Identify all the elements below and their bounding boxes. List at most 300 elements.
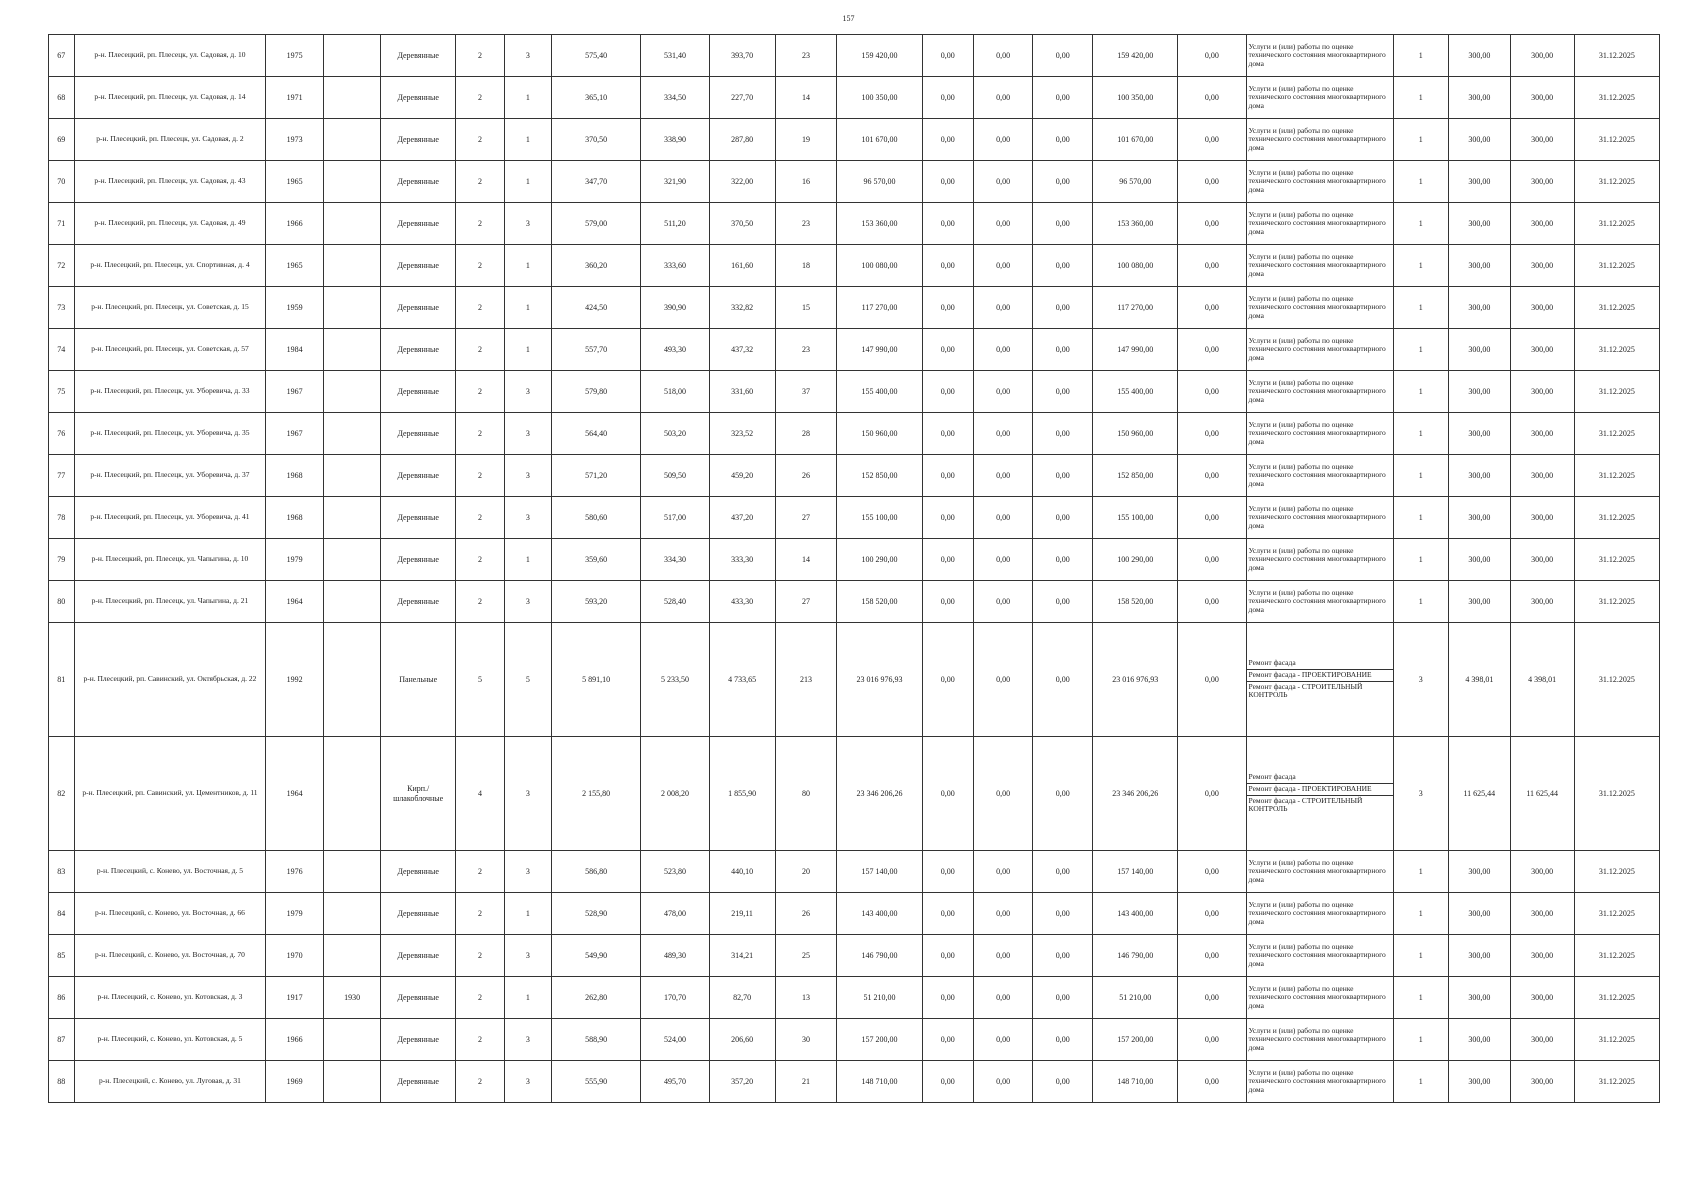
fund-local: 0,00 xyxy=(1033,539,1093,581)
area-private: 393,70 xyxy=(709,35,775,77)
address: р-н. Плесецкий, рп. Плесецк, ул. Уборевича, д. 37 xyxy=(74,455,266,497)
fund-owners: 152 850,00 xyxy=(1093,455,1178,497)
max-unit-cost: 300,00 xyxy=(1510,455,1574,497)
area-residential: 489,30 xyxy=(641,935,709,977)
units-count: 1 xyxy=(1393,935,1448,977)
fund-owners: 153 360,00 xyxy=(1093,203,1178,245)
unit-cost: 300,00 xyxy=(1448,329,1510,371)
work-item: Услуги и (или) работы по оценке технического состояния многоквартирного дома xyxy=(1248,125,1386,152)
entrances-count: 3 xyxy=(504,497,551,539)
fund-federal: 0,00 xyxy=(922,893,973,935)
works-cell xyxy=(1246,455,1393,497)
year-commissioned xyxy=(323,737,381,851)
area-private: 331,60 xyxy=(709,371,775,413)
total-cost: 117 270,00 xyxy=(837,287,922,329)
entrances-count: 3 xyxy=(504,413,551,455)
fund-regional: 0,00 xyxy=(973,1061,1033,1103)
fund-local: 0,00 xyxy=(1033,245,1093,287)
row-number: 73 xyxy=(49,287,75,329)
works-cell xyxy=(1246,539,1393,581)
work-item: Услуги и (или) работы по оценке технического состояния многоквартирного дома xyxy=(1248,1067,1386,1094)
year-built: 1964 xyxy=(266,737,324,851)
total-cost: 96 570,00 xyxy=(837,161,922,203)
fund-local: 0,00 xyxy=(1033,119,1093,161)
address: р-н. Плесецкий, рп. Плесецк, ул. Уборевича, д. 41 xyxy=(74,497,266,539)
deadline: 31.12.2025 xyxy=(1574,851,1659,893)
fund-federal: 0,00 xyxy=(922,77,973,119)
residents-count: 23 xyxy=(775,203,837,245)
wall-material: Деревянные xyxy=(381,35,456,77)
max-unit-cost: 11 625,44 xyxy=(1510,737,1574,851)
year-commissioned xyxy=(323,371,381,413)
max-unit-cost: 300,00 xyxy=(1510,539,1574,581)
table-row xyxy=(49,977,1660,1019)
fund-federal: 0,00 xyxy=(922,329,973,371)
floors-count: 5 xyxy=(455,623,504,737)
table-row xyxy=(49,77,1660,119)
year-commissioned xyxy=(323,851,381,893)
residents-count: 16 xyxy=(775,161,837,203)
floors-count: 2 xyxy=(455,1061,504,1103)
area-residential: 518,00 xyxy=(641,371,709,413)
works-cell xyxy=(1246,329,1393,371)
work-item: Услуги и (или) работы по оценке технического состояния многоквартирного дома xyxy=(1248,857,1386,884)
fund-federal: 0,00 xyxy=(922,161,973,203)
table-row xyxy=(49,935,1660,977)
row-number: 72 xyxy=(49,245,75,287)
area-residential: 531,40 xyxy=(641,35,709,77)
floors-count: 2 xyxy=(455,77,504,119)
residents-count: 213 xyxy=(775,623,837,737)
wall-material: Панельные xyxy=(381,623,456,737)
total-cost: 155 100,00 xyxy=(837,497,922,539)
row-number: 88 xyxy=(49,1061,75,1103)
max-unit-cost: 300,00 xyxy=(1510,581,1574,623)
units-count: 1 xyxy=(1393,35,1448,77)
work-item: Услуги и (или) работы по оценке технического состояния многоквартирного дома xyxy=(1248,503,1386,530)
wall-material: Деревянные xyxy=(381,245,456,287)
fund-federal: 0,00 xyxy=(922,539,973,581)
floors-count: 2 xyxy=(455,581,504,623)
area-total: 579,00 xyxy=(551,203,641,245)
works-cell xyxy=(1246,77,1393,119)
table-row xyxy=(49,371,1660,413)
year-commissioned xyxy=(323,935,381,977)
area-private: 459,20 xyxy=(709,455,775,497)
fund-other: 0,00 xyxy=(1178,581,1246,623)
max-unit-cost: 300,00 xyxy=(1510,329,1574,371)
total-cost: 100 290,00 xyxy=(837,539,922,581)
year-built: 1965 xyxy=(266,161,324,203)
area-residential: 334,30 xyxy=(641,539,709,581)
area-private: 370,50 xyxy=(709,203,775,245)
fund-owners: 159 420,00 xyxy=(1093,35,1178,77)
residents-count: 14 xyxy=(775,539,837,581)
residents-count: 28 xyxy=(775,413,837,455)
fund-other: 0,00 xyxy=(1178,413,1246,455)
max-unit-cost: 300,00 xyxy=(1510,245,1574,287)
area-total: 370,50 xyxy=(551,119,641,161)
year-built: 1970 xyxy=(266,935,324,977)
fund-regional: 0,00 xyxy=(973,455,1033,497)
area-private: 357,20 xyxy=(709,1061,775,1103)
fund-other: 0,00 xyxy=(1178,161,1246,203)
works-cell xyxy=(1246,161,1393,203)
year-built: 1966 xyxy=(266,203,324,245)
works-cell xyxy=(1246,581,1393,623)
works-cell xyxy=(1246,203,1393,245)
table-row xyxy=(49,893,1660,935)
work-item: Ремонт фасада - ПРОЕКТИРОВАНИЕ xyxy=(1247,783,1393,795)
fund-owners: 23 346 206,26 xyxy=(1093,737,1178,851)
deadline: 31.12.2025 xyxy=(1574,245,1659,287)
area-total: 586,80 xyxy=(551,851,641,893)
area-private: 323,52 xyxy=(709,413,775,455)
fund-regional: 0,00 xyxy=(973,851,1033,893)
address: р-н. Плесецкий, рп. Плесецк, ул. Уборевича, д. 33 xyxy=(74,371,266,413)
table-row xyxy=(49,329,1660,371)
year-commissioned xyxy=(323,203,381,245)
row-number: 68 xyxy=(49,77,75,119)
year-built: 1979 xyxy=(266,539,324,581)
year-commissioned xyxy=(323,287,381,329)
unit-cost: 300,00 xyxy=(1448,245,1510,287)
work-item: Услуги и (или) работы по оценке технического состояния многоквартирного дома xyxy=(1248,587,1386,614)
fund-owners: 146 790,00 xyxy=(1093,935,1178,977)
fund-owners: 157 140,00 xyxy=(1093,851,1178,893)
fund-other: 0,00 xyxy=(1178,935,1246,977)
unit-cost: 300,00 xyxy=(1448,203,1510,245)
work-item: Ремонт фасада - СТРОИТЕЛЬНЫЙ КОНТРОЛЬ xyxy=(1247,681,1393,701)
unit-cost: 4 398,01 xyxy=(1448,623,1510,737)
area-private: 332,82 xyxy=(709,287,775,329)
work-item: Услуги и (или) работы по оценке технического состояния многоквартирного дома xyxy=(1248,1025,1386,1052)
units-count: 1 xyxy=(1393,287,1448,329)
year-built: 1917 xyxy=(266,977,324,1019)
fund-federal: 0,00 xyxy=(922,203,973,245)
max-unit-cost: 300,00 xyxy=(1510,161,1574,203)
row-number: 79 xyxy=(49,539,75,581)
year-built: 1969 xyxy=(266,1061,324,1103)
fund-owners: 147 990,00 xyxy=(1093,329,1178,371)
row-number: 67 xyxy=(49,35,75,77)
fund-other: 0,00 xyxy=(1178,329,1246,371)
fund-owners: 100 290,00 xyxy=(1093,539,1178,581)
area-total: 2 155,80 xyxy=(551,737,641,851)
fund-other: 0,00 xyxy=(1178,287,1246,329)
works-cell xyxy=(1246,893,1393,935)
fund-owners: 101 670,00 xyxy=(1093,119,1178,161)
max-unit-cost: 300,00 xyxy=(1510,497,1574,539)
entrances-count: 3 xyxy=(504,1019,551,1061)
area-private: 219,11 xyxy=(709,893,775,935)
deadline: 31.12.2025 xyxy=(1574,35,1659,77)
year-commissioned xyxy=(323,497,381,539)
unit-cost: 300,00 xyxy=(1448,539,1510,581)
fund-federal: 0,00 xyxy=(922,497,973,539)
fund-other: 0,00 xyxy=(1178,1019,1246,1061)
area-private: 82,70 xyxy=(709,977,775,1019)
fund-local: 0,00 xyxy=(1033,1061,1093,1103)
address: р-н. Плесецкий, с. Конево, ул. Восточная, д. 66 xyxy=(74,893,266,935)
works-cell xyxy=(1246,413,1393,455)
area-total: 593,20 xyxy=(551,581,641,623)
floors-count: 2 xyxy=(455,161,504,203)
fund-federal: 0,00 xyxy=(922,623,973,737)
fund-local: 0,00 xyxy=(1033,329,1093,371)
work-item: Услуги и (или) работы по оценке технического состояния многоквартирного дома xyxy=(1248,293,1386,320)
residents-count: 27 xyxy=(775,497,837,539)
residents-count: 21 xyxy=(775,1061,837,1103)
unit-cost: 300,00 xyxy=(1448,581,1510,623)
works-cell xyxy=(1246,1061,1393,1103)
fund-local: 0,00 xyxy=(1033,893,1093,935)
max-unit-cost: 300,00 xyxy=(1510,371,1574,413)
fund-other: 0,00 xyxy=(1178,119,1246,161)
entrances-count: 1 xyxy=(504,977,551,1019)
fund-regional: 0,00 xyxy=(973,119,1033,161)
deadline: 31.12.2025 xyxy=(1574,539,1659,581)
entrances-count: 3 xyxy=(504,581,551,623)
fund-other: 0,00 xyxy=(1178,245,1246,287)
fund-federal: 0,00 xyxy=(922,119,973,161)
area-total: 579,80 xyxy=(551,371,641,413)
total-cost: 159 420,00 xyxy=(837,35,922,77)
total-cost: 143 400,00 xyxy=(837,893,922,935)
year-built: 1984 xyxy=(266,329,324,371)
floors-count: 2 xyxy=(455,35,504,77)
row-number: 78 xyxy=(49,497,75,539)
fund-local: 0,00 xyxy=(1033,161,1093,203)
year-built: 1979 xyxy=(266,893,324,935)
address: р-н. Плесецкий, рп. Плесецк, ул. Садовая, д. 43 xyxy=(74,161,266,203)
address: р-н. Плесецкий, рп. Савинский, ул. Цементников, д. 11 xyxy=(74,737,266,851)
table-row xyxy=(49,851,1660,893)
fund-owners: 51 210,00 xyxy=(1093,977,1178,1019)
fund-regional: 0,00 xyxy=(973,623,1033,737)
year-commissioned xyxy=(323,413,381,455)
total-cost: 147 990,00 xyxy=(837,329,922,371)
max-unit-cost: 300,00 xyxy=(1510,35,1574,77)
residents-count: 25 xyxy=(775,935,837,977)
deadline: 31.12.2025 xyxy=(1574,287,1659,329)
units-count: 1 xyxy=(1393,203,1448,245)
entrances-count: 3 xyxy=(504,203,551,245)
residents-count: 15 xyxy=(775,287,837,329)
fund-regional: 0,00 xyxy=(973,161,1033,203)
works-cell xyxy=(1246,935,1393,977)
floors-count: 2 xyxy=(455,1019,504,1061)
area-residential: 478,00 xyxy=(641,893,709,935)
floors-count: 2 xyxy=(455,413,504,455)
work-item: Услуги и (или) работы по оценке технического состояния многоквартирного дома xyxy=(1248,899,1386,926)
residents-count: 20 xyxy=(775,851,837,893)
fund-regional: 0,00 xyxy=(973,893,1033,935)
floors-count: 2 xyxy=(455,935,504,977)
area-total: 564,40 xyxy=(551,413,641,455)
area-total: 588,90 xyxy=(551,1019,641,1061)
row-number: 74 xyxy=(49,329,75,371)
fund-federal: 0,00 xyxy=(922,371,973,413)
unit-cost: 300,00 xyxy=(1448,77,1510,119)
row-number: 83 xyxy=(49,851,75,893)
unit-cost: 300,00 xyxy=(1448,161,1510,203)
fund-regional: 0,00 xyxy=(973,581,1033,623)
row-number: 82 xyxy=(49,737,75,851)
works-cell xyxy=(1246,851,1393,893)
max-unit-cost: 300,00 xyxy=(1510,935,1574,977)
area-residential: 493,30 xyxy=(641,329,709,371)
fund-other: 0,00 xyxy=(1178,455,1246,497)
unit-cost: 300,00 xyxy=(1448,1061,1510,1103)
floors-count: 2 xyxy=(455,119,504,161)
entrances-count: 3 xyxy=(504,371,551,413)
fund-other: 0,00 xyxy=(1178,35,1246,77)
wall-material: Деревянные xyxy=(381,581,456,623)
address: р-н. Плесецкий, с. Конево, ул. Котовская, д. 3 xyxy=(74,977,266,1019)
work-item: Услуги и (или) работы по оценке технического состояния многоквартирного дома xyxy=(1248,209,1386,236)
year-commissioned xyxy=(323,245,381,287)
residents-count: 19 xyxy=(775,119,837,161)
year-commissioned xyxy=(323,329,381,371)
total-cost: 152 850,00 xyxy=(837,455,922,497)
year-commissioned xyxy=(323,77,381,119)
works-cell xyxy=(1246,287,1393,329)
floors-count: 2 xyxy=(455,245,504,287)
entrances-count: 1 xyxy=(504,119,551,161)
residents-count: 23 xyxy=(775,35,837,77)
fund-other: 0,00 xyxy=(1178,977,1246,1019)
year-commissioned xyxy=(323,119,381,161)
entrances-count: 1 xyxy=(504,245,551,287)
area-total: 262,80 xyxy=(551,977,641,1019)
year-built: 1971 xyxy=(266,77,324,119)
row-number: 84 xyxy=(49,893,75,935)
entrances-count: 1 xyxy=(504,539,551,581)
area-total: 571,20 xyxy=(551,455,641,497)
area-total: 555,90 xyxy=(551,1061,641,1103)
year-built: 1975 xyxy=(266,35,324,77)
wall-material: Деревянные xyxy=(381,893,456,935)
wall-material: Деревянные xyxy=(381,497,456,539)
fund-local: 0,00 xyxy=(1033,371,1093,413)
fund-federal: 0,00 xyxy=(922,977,973,1019)
area-residential: 517,00 xyxy=(641,497,709,539)
fund-other: 0,00 xyxy=(1178,623,1246,737)
units-count: 1 xyxy=(1393,539,1448,581)
units-count: 1 xyxy=(1393,245,1448,287)
area-total: 365,10 xyxy=(551,77,641,119)
table-row xyxy=(49,287,1660,329)
fund-other: 0,00 xyxy=(1178,77,1246,119)
work-item: Услуги и (или) работы по оценке технического состояния многоквартирного дома xyxy=(1248,377,1386,404)
year-built: 1973 xyxy=(266,119,324,161)
floors-count: 2 xyxy=(455,287,504,329)
fund-owners: 100 350,00 xyxy=(1093,77,1178,119)
fund-local: 0,00 xyxy=(1033,203,1093,245)
work-item: Ремонт фасада - ПРОЕКТИРОВАНИЕ xyxy=(1247,669,1393,681)
units-count: 1 xyxy=(1393,893,1448,935)
works-cell xyxy=(1246,497,1393,539)
unit-cost: 300,00 xyxy=(1448,851,1510,893)
work-item: Услуги и (или) работы по оценке технического состояния многоквартирного дома xyxy=(1248,41,1386,68)
fund-regional: 0,00 xyxy=(973,371,1033,413)
area-private: 1 855,90 xyxy=(709,737,775,851)
area-residential: 495,70 xyxy=(641,1061,709,1103)
units-count: 1 xyxy=(1393,413,1448,455)
area-residential: 503,20 xyxy=(641,413,709,455)
units-count: 3 xyxy=(1393,737,1448,851)
unit-cost: 300,00 xyxy=(1448,977,1510,1019)
units-count: 1 xyxy=(1393,119,1448,161)
year-built: 1967 xyxy=(266,413,324,455)
register-table xyxy=(48,34,1660,1103)
fund-owners: 157 200,00 xyxy=(1093,1019,1178,1061)
area-private: 227,70 xyxy=(709,77,775,119)
entrances-count: 1 xyxy=(504,77,551,119)
floors-count: 2 xyxy=(455,977,504,1019)
row-number: 86 xyxy=(49,977,75,1019)
total-cost: 158 520,00 xyxy=(837,581,922,623)
area-residential: 5 233,50 xyxy=(641,623,709,737)
fund-local: 0,00 xyxy=(1033,623,1093,737)
deadline: 31.12.2025 xyxy=(1574,581,1659,623)
wall-material: Деревянные xyxy=(381,977,456,1019)
address: р-н. Плесецкий, рп. Плесецк, ул. Садовая, д. 10 xyxy=(74,35,266,77)
fund-local: 0,00 xyxy=(1033,737,1093,851)
wall-material: Деревянные xyxy=(381,1019,456,1061)
address: р-н. Плесецкий, рп. Савинский, ул. Октябрьская, д. 22 xyxy=(74,623,266,737)
total-cost: 101 670,00 xyxy=(837,119,922,161)
deadline: 31.12.2025 xyxy=(1574,1061,1659,1103)
fund-federal: 0,00 xyxy=(922,935,973,977)
fund-regional: 0,00 xyxy=(973,413,1033,455)
floors-count: 2 xyxy=(455,455,504,497)
total-cost: 157 200,00 xyxy=(837,1019,922,1061)
area-private: 322,00 xyxy=(709,161,775,203)
fund-federal: 0,00 xyxy=(922,1061,973,1103)
fund-local: 0,00 xyxy=(1033,35,1093,77)
row-number: 87 xyxy=(49,1019,75,1061)
row-number: 69 xyxy=(49,119,75,161)
wall-material: Деревянные xyxy=(381,851,456,893)
fund-local: 0,00 xyxy=(1033,1019,1093,1061)
unit-cost: 300,00 xyxy=(1448,497,1510,539)
floors-count: 2 xyxy=(455,539,504,581)
area-residential: 333,60 xyxy=(641,245,709,287)
unit-cost: 300,00 xyxy=(1448,287,1510,329)
address: р-н. Плесецкий, рп. Плесецк, ул. Садовая, д. 14 xyxy=(74,77,266,119)
deadline: 31.12.2025 xyxy=(1574,203,1659,245)
units-count: 1 xyxy=(1393,329,1448,371)
entrances-count: 1 xyxy=(504,287,551,329)
deadline: 31.12.2025 xyxy=(1574,977,1659,1019)
fund-owners: 155 100,00 xyxy=(1093,497,1178,539)
work-item: Услуги и (или) работы по оценке технического состояния многоквартирного дома xyxy=(1248,545,1386,572)
area-total: 580,60 xyxy=(551,497,641,539)
units-count: 1 xyxy=(1393,497,1448,539)
unit-cost: 300,00 xyxy=(1448,1019,1510,1061)
area-residential: 528,40 xyxy=(641,581,709,623)
year-commissioned xyxy=(323,161,381,203)
units-count: 1 xyxy=(1393,851,1448,893)
residents-count: 14 xyxy=(775,77,837,119)
address: р-н. Плесецкий, рп. Плесецк, ул. Садовая, д. 2 xyxy=(74,119,266,161)
address: р-н. Плесецкий, рп. Плесецк, ул. Садовая, д. 49 xyxy=(74,203,266,245)
units-count: 1 xyxy=(1393,371,1448,413)
area-private: 206,60 xyxy=(709,1019,775,1061)
address: р-н. Плесецкий, рп. Плесецк, ул. Советская, д. 15 xyxy=(74,287,266,329)
